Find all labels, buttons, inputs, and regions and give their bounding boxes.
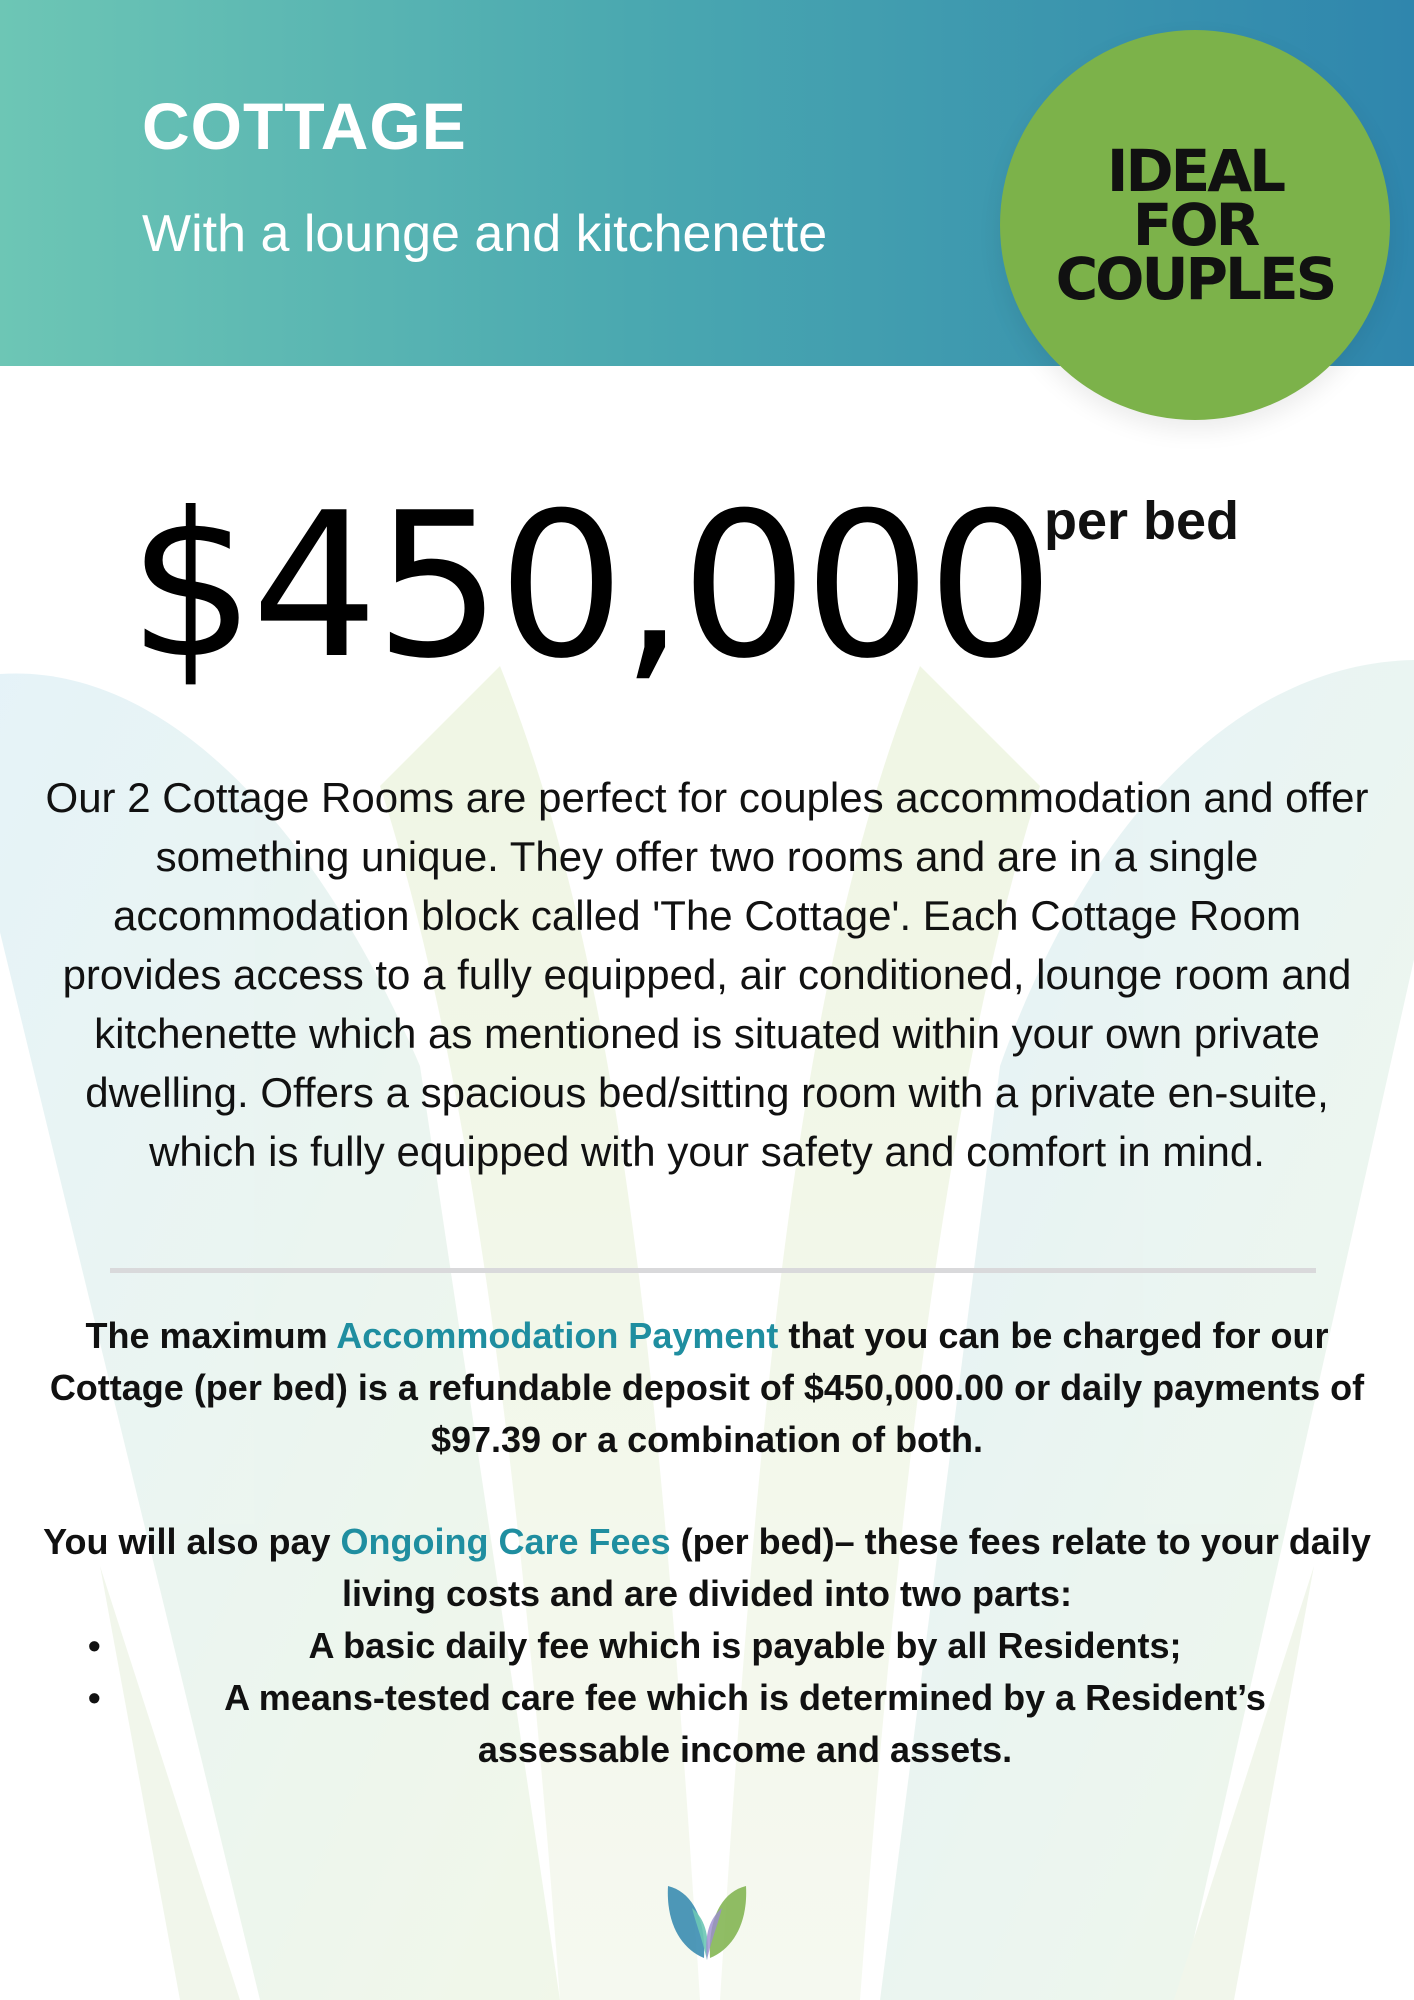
list-item-text: A basic daily fee which is payable by all Residents;	[308, 1625, 1182, 1666]
fees-text: (per bed)– these fees relate to your daily living costs and are divided into two parts:	[341, 1521, 1371, 1614]
payment-text: The maximum	[85, 1315, 337, 1356]
price-unit: per bed	[1044, 491, 1240, 551]
badge-line: IDEAL	[1106, 137, 1284, 205]
bullet: •	[88, 1677, 101, 1718]
fees-text: You will also pay	[43, 1521, 341, 1562]
ongoing-care-fees-highlight: Ongoing Care Fees	[340, 1521, 671, 1562]
badge-line: FOR	[1132, 191, 1258, 259]
list-item	[70, 1620, 1360, 1672]
leaf-logo-icon	[662, 1878, 752, 1962]
price-amount: $450,000	[128, 470, 1051, 703]
list-item-text: A means-tested care fee which is determined by a Resident’s assessable income and assets.	[224, 1677, 1266, 1770]
page-subtitle: With a lounge and kitchenette	[142, 205, 828, 263]
accommodation-payment-info	[40, 1310, 1374, 1466]
list-item	[70, 1672, 1360, 1776]
payment-text: that you can be charged for our Cottage (per bed) is a refundable deposit of $450,000.00 or daily payments of $97.39 or a combination of both.	[49, 1315, 1365, 1460]
care-fees-intro	[40, 1516, 1374, 1620]
bullet: •	[88, 1625, 101, 1666]
room-description: Our 2 Cottage Rooms are perfect for couples accommodation and offer something unique. They offer two rooms and are in a single accommodation block called 'The Cottage'. Each Cottage Room provides access to a fully equipped, air conditioned, lounge room and kitchenette which as mentioned is situated within your own private dwelling. Offers a spacious bed/sitting room with a private en-suite, which is fully equipped with your safety and comfort in mind.	[45, 774, 1369, 1175]
care-fees-list	[70, 1620, 1360, 1776]
page-title: COTTAGE	[142, 89, 467, 163]
divider	[110, 1268, 1316, 1273]
ideal-for-couples-badge	[1000, 30, 1390, 420]
accommodation-payment-highlight: Accommodation Payment	[336, 1315, 779, 1356]
badge-line: COUPLES	[1055, 245, 1335, 313]
